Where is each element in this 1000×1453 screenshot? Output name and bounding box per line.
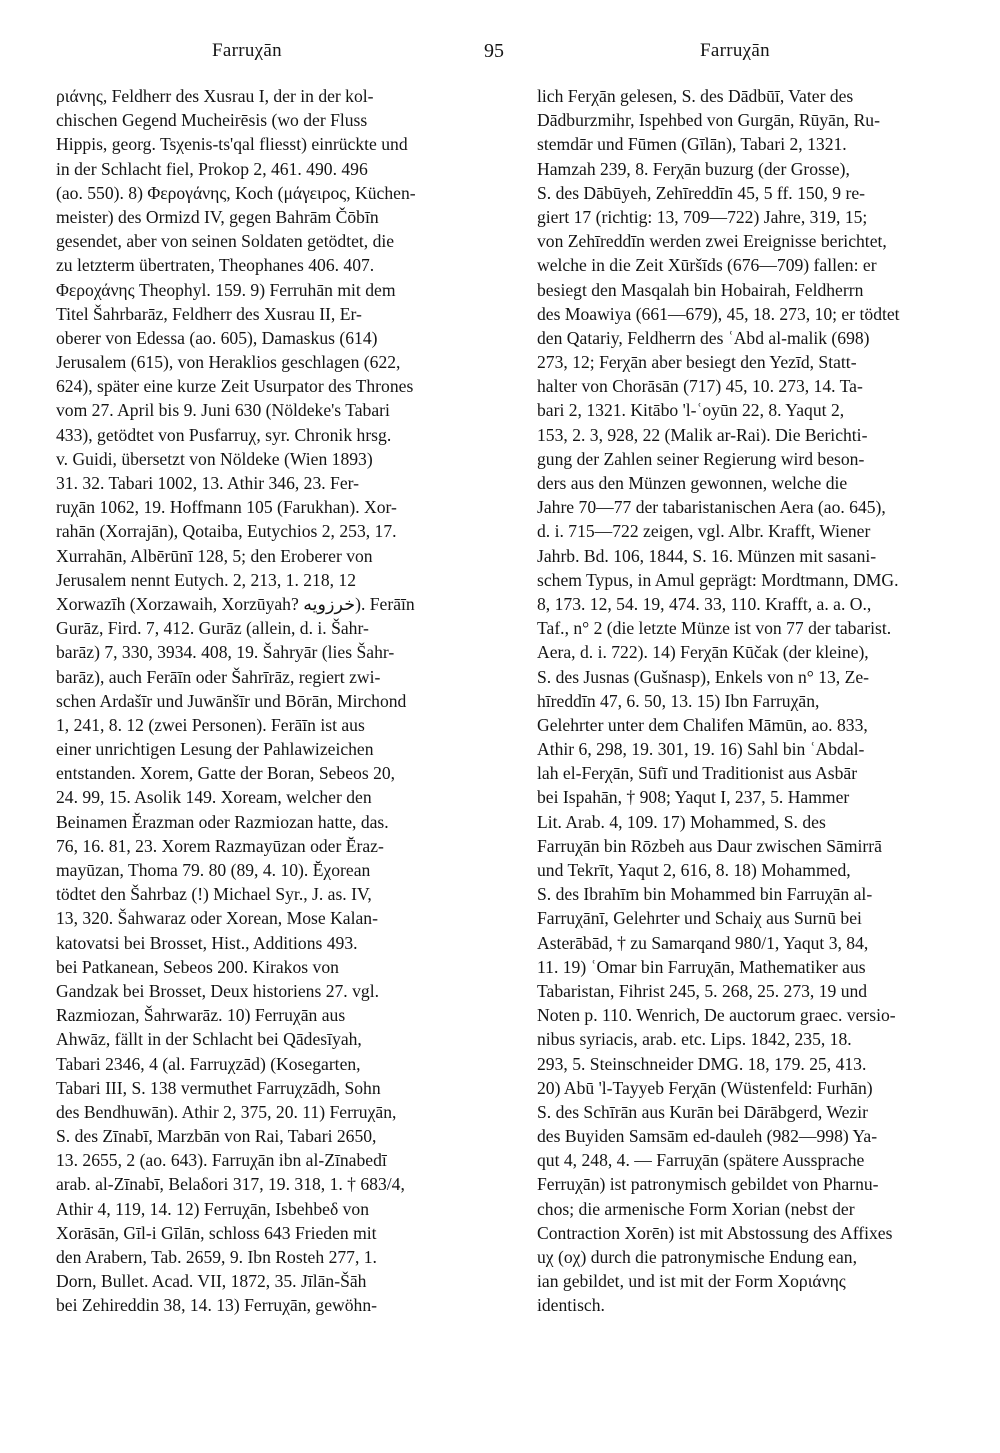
text-line: Dādburzmihr, Ispehbed von Gurgān, Rūyān, Ru-: [537, 110, 880, 131]
text-line: mayūzan, Thoma 79. 80 (89, 4. 10). Ĕχorean: [56, 860, 371, 880]
text-line: vom 27. April bis 9. Juni 630 (Nöldeke's Tabari: [56, 400, 390, 421]
text-line: Dorn, Bullet. Acad. VII, 1872, 35. Jīlān-Šāh: [56, 1271, 367, 1292]
text-line: rahān (Xorrajān), Qotaiba, Eutychios 2, 253, 17.: [56, 521, 397, 542]
text-line: v. Guidi, übersetzt von Nöldeke (Wien 1893): [56, 448, 373, 469]
text-line: uχ (οχ) durch die patronymische Endung ean,: [537, 1247, 857, 1267]
text-line: Lit. Arab. 4, 109. 17) Mohammed, S. des: [537, 811, 826, 832]
text-line: Contraction Xorēn) ist mit Abstossung des Affixes: [537, 1222, 893, 1243]
text-line: Noten p. 110. Wenrich, De auctorum graec. versio-: [537, 1005, 896, 1026]
text-line: meister) des Ormizd IV, gegen Bahrām Čōbīn: [56, 206, 379, 227]
text-line: Farruχānī, Gelehrter und Schaiχ aus Surnū bei: [537, 908, 862, 929]
text-line: Jahre 70—77 der tabaristanischen Aera (ao. 645),: [537, 497, 886, 518]
text-line: Xorāsān, Gīl-i Gīlān, schloss 643 Frieden mit: [56, 1222, 377, 1243]
text-line: qut 4, 248, 4. — Farruχān (spätere Aussprache: [537, 1150, 865, 1171]
text-line: Tabari 2346, 4 (al. Farruχzād) (Kosegarten,: [56, 1053, 361, 1074]
text-line: entstanden. Xorem, Gatte der Boran, Sebeos 20,: [56, 763, 396, 784]
text-line: barāz) 7, 330, 3934. 408, 19. Šahryār (lies Šahr-: [56, 642, 395, 663]
text-line: Athir 6, 298, 19. 301, 19. 16) Sahl bin ʿAbdal-: [537, 739, 865, 760]
text-line: bari 2, 1321. Kitābo 'l-ʿoyūn 22, 8. Yaqut 2,: [537, 400, 845, 421]
text-line: identisch.: [537, 1295, 605, 1316]
text-line: den Qatariy, Feldherrn des ʿAbd al-malik (698): [537, 327, 870, 348]
text-line: Tabaristan, Fihrist 245, 5. 268, 25. 273, 19 und: [537, 980, 868, 1001]
text-line: besiegt den Masqalah bin Hobairah, Feldherrn: [537, 279, 864, 300]
text-line: zu letzterm übertraten, Theophanes 406. 407.: [56, 255, 375, 276]
text-line: schen Ardašīr und Juwānšīr und Bōrān, Mirchond: [56, 690, 407, 711]
text-line: Xorwazīh (Xorzawaih, Xorzūyah? خرزويه). Ferāīn: [56, 593, 415, 614]
text-line: tödtet den Šahrbaz (!) Michael Syr., J. as. IV,: [56, 884, 372, 905]
text-line: Jerusalem nennt Eutych. 2, 213, 1. 218, 12: [56, 569, 357, 590]
text-line: 293, 5. Steinschneider DMG. 18, 179. 25, 413.: [537, 1053, 867, 1074]
text-line: Ferruχān) ist patronymisch gebildet von Pharnu-: [537, 1174, 879, 1195]
text-line: Tabari III, S. 138 vermuthet Farruχzādh, Sohn: [56, 1077, 381, 1098]
text-line: des Moawiya (661—679), 45, 18. 273, 10; er tödtet: [537, 303, 900, 324]
text-line: von Zehīreddīn werden zwei Ereignisse berichtet,: [537, 231, 887, 252]
text-line: hīreddīn 47, 6. 50, 13. 15) Ibn Farruχān,: [537, 690, 820, 711]
text-line: 20) Abū 'l-Tayyeb Ferχān (Wüstenfeld: Furhān): [537, 1077, 873, 1098]
text-line: Beinamen Ĕrazman oder Razmiozan hatte, das.: [56, 811, 389, 832]
text-line: lah el-Ferχān, Sūfī und Traditionist aus Asbār: [537, 763, 858, 784]
text-line: Farruχān bin Rōzbeh aus Daur zwischen Sāmirrā: [537, 835, 882, 856]
running-head-right: Farruχān: [700, 40, 770, 61]
text-line: lich Ferχān gelesen, S. des Dādbūī, Vater des: [537, 86, 854, 106]
text-line: in der Schlacht fiel, Prokop 2, 461. 490. 496: [56, 158, 368, 179]
text-line: einer unrichtigen Lesung der Pahlawizeichen: [56, 739, 374, 760]
running-head-left: Farruχān: [212, 40, 282, 61]
text-line: gung der Zahlen seiner Regierung wird beson-: [537, 448, 865, 469]
text-line: oberer von Edessa (ao. 605), Damaskus (614): [56, 327, 378, 348]
text-line: schem Typus, in Amul geprägt: Mordtmann, DMG.: [537, 569, 899, 590]
text-line: giert 17 (richtig: 13, 709—722) Jahre, 319, 15;: [537, 206, 868, 227]
text-line: chos; die armenische Form Xorian (nebst der: [537, 1198, 855, 1219]
text-line: bei Ispahān, † 908; Yaqut I, 237, 5. Hammer: [537, 787, 850, 808]
text-line: Taf., n° 2 (die letzte Münze ist von 77 der tabarist.: [537, 618, 892, 639]
text-line: katovatsi bei Brosset, Hist., Additions 493.: [56, 932, 358, 953]
text-line: ριάνης, Feldherr des Xusrau I, der in der kol-: [56, 86, 374, 106]
text-line: 273, 12; Ferχān aber besiegt den Yezīd, Statt-: [537, 352, 857, 373]
text-line: Titel Šahrbarāz, Feldherr des Xusrau II, Er-: [56, 303, 362, 324]
text-line: nibus syriacis, arab. etc. Lips. 1842, 235, 18.: [537, 1029, 852, 1050]
text-line: Hamzah 239, 8. Ferχān buzurg (der Grosse),: [537, 158, 850, 179]
text-line: arab. al-Zīnabī, Belaδori 317, 19. 318, 1. † 683/4,: [56, 1174, 405, 1195]
text-line: 13. 2655, 2 (ao. 643). Farruχān ibn al-Zīnabedī: [56, 1150, 387, 1171]
text-line: 11. 19) ʿOmar bin Farruχān, Mathematiker aus: [537, 956, 866, 977]
text-line: Gelehrter unter dem Chalifen Māmūn, ao. 833,: [537, 714, 868, 735]
text-line: und Tekrīt, Yaqut 2, 616, 8. 18) Mohammed,: [537, 860, 851, 880]
text-line: (ao. 550). 8) Φερογάνης, Koch (μάγειρος, Küchen-: [56, 182, 416, 203]
text-line: S. des Schīrān aus Kurān bei Dārābgerd, Wezir: [537, 1101, 868, 1122]
text-line: des Buyiden Samsām ed-dauleh (982—998) Ya-: [537, 1126, 878, 1147]
text-line: bei Patkanean, Sebeos 200. Kirakos von: [56, 956, 339, 977]
text-line: ruχān 1062, 19. Hoffmann 105 (Farukhan). Xor-: [56, 497, 397, 518]
text-line: d. i. 715—722 zeigen, vgl. Albr. Krafft, Wiener: [537, 521, 871, 542]
text-line: stemdār und Fūmen (Gīlān), Tabari 2, 1321.: [537, 134, 847, 155]
text-line: Ahwāz, fällt in der Schlacht bei Qādesīyah,: [56, 1029, 362, 1050]
text-line: 76, 16. 81, 23. Xorem Razmayūzan oder Ĕraz-: [56, 835, 384, 856]
left-text-column: [56, 84, 476, 1318]
text-line: S. des Dābūyeh, Zehīreddīn 45, 5 ff. 150, 9 re-: [537, 182, 866, 203]
text-line: Gurāz, Fird. 7, 412. Gurāz (allein, d. i. Šahr-: [56, 618, 369, 639]
text-line: 31. 32. Tabari 1002, 13. Athir 346, 23. Fer-: [56, 473, 360, 493]
page-header: [0, 40, 1000, 70]
text-line: Jahrb. Bd. 106, 1844, S. 16. Münzen mit sasani-: [537, 545, 877, 566]
text-line: Razmiozan, Šahrwarāz. 10) Ferruχān aus: [56, 1005, 346, 1026]
text-line: ders aus den Münzen gewonnen, welche die: [537, 473, 848, 493]
text-line: 24. 99, 15. Asolik 149. Xoream, welcher den: [56, 787, 372, 808]
text-line: bei Zehireddin 38, 14. 13) Ferruχān, gewöhn-: [56, 1295, 377, 1316]
right-text-column: [537, 84, 959, 1318]
text-line: 1, 241, 8. 12 (zwei Personen). Ferāīn ist aus: [56, 714, 365, 735]
text-line: gesendet, aber von seinen Soldaten getödtet, die: [56, 231, 395, 252]
text-line: den Arabern, Tab. 2659, 9. Ibn Rosteh 277, 1.: [56, 1247, 377, 1267]
page-number: 95: [484, 40, 504, 62]
text-line: Φεροχάνης Theophyl. 159. 9) Ferruhān mit dem: [56, 279, 396, 300]
text-line: Aera, d. i. 722). 14) Ferχān Kūčak (der kleine),: [537, 642, 869, 663]
text-line: halter von Chorāsān (717) 45, 10. 273, 14. Ta-: [537, 376, 863, 397]
text-line: ian gebildet, und ist mit der Form Χοριάνης: [537, 1271, 846, 1292]
text-line: Athir 4, 119, 14. 12) Ferruχān, Isbehbeδ von: [56, 1198, 370, 1219]
text-line: S. des Jusnas (Gušnasp), Enkels von n° 13, Ze-: [537, 666, 869, 687]
text-line: S. des Ibrahīm bin Mohammed bin Farruχān al-: [537, 884, 873, 905]
text-line: Hippis, georg. Tsχenis-ts'qal fliesst) einrückte und: [56, 134, 408, 155]
text-line: Gandzak bei Brosset, Deux historiens 27. vgl.: [56, 980, 379, 1001]
text-line: Jerusalem (615), von Heraklios geschlagen (622,: [56, 352, 401, 373]
text-line: 13, 320. Šahwaraz oder Xorean, Mose Kalan-: [56, 908, 378, 929]
text-line: 8, 173. 12, 54. 19, 474. 33, 110. Krafft, a. a. O.,: [537, 593, 872, 614]
text-line: des Bendhuwān). Athir 2, 375, 20. 11) Ferruχān,: [56, 1101, 397, 1122]
text-line: S. des Zīnabī, Marzbān von Rai, Tabari 2650,: [56, 1126, 377, 1147]
text-line: Asterābād, † zu Samarqand 980/1, Yaqut 3, 84,: [537, 932, 869, 953]
text-line: chischen Gegend Mucheirēsis (wo der Fluss: [56, 110, 368, 131]
text-line: 433), getödtet von Pusfarruχ, syr. Chronik hrsg.: [56, 424, 392, 445]
text-line: Xurrahān, Albērūnī 128, 5; den Eroberer von: [56, 545, 373, 566]
text-line: barāz), auch Ferāīn oder Šahrīrāz, regiert zwi-: [56, 666, 381, 687]
text-line: welche in die Zeit Xūršīds (676—709) fallen: er: [537, 255, 877, 276]
text-line: 153, 2. 3, 928, 22 (Malik ar-Rai). Die Berichti-: [537, 424, 868, 445]
text-line: 624), später eine kurze Zeit Usurpator des Thrones: [56, 376, 414, 397]
